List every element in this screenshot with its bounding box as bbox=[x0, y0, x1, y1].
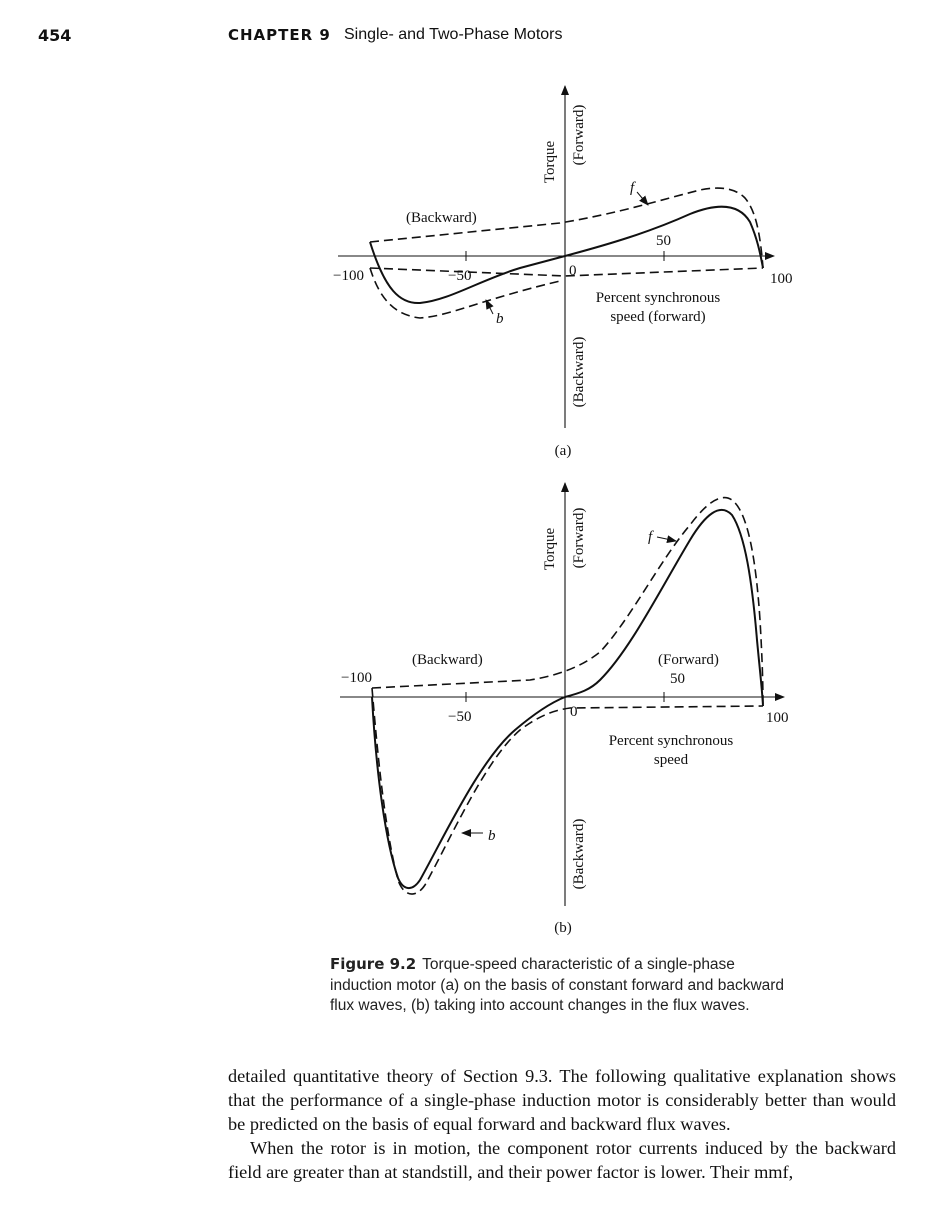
tick-label-neg50: −50 bbox=[448, 709, 472, 725]
paragraph: When the rotor is in motion, the component rotor currents induced by the backward field are greater than at standstill, and their power factor is lower. Their mmf, bbox=[228, 1138, 896, 1182]
curve-f-label: f bbox=[648, 529, 653, 545]
tick-label-neg100: −100 bbox=[333, 268, 364, 284]
panel-label-b: (b) bbox=[554, 920, 572, 936]
figure-caption bbox=[330, 954, 800, 1017]
x-axis-label-line2: speed bbox=[653, 752, 689, 768]
origin-label: 0 bbox=[569, 263, 577, 279]
curve-b-label: b bbox=[488, 828, 496, 844]
x-axis-label-line1: Percent synchronous bbox=[595, 290, 721, 306]
y-axis-backward-label: (Backward) bbox=[571, 818, 587, 890]
tick-label-neg50: −50 bbox=[448, 268, 472, 284]
forward-torque-curve-f bbox=[372, 498, 763, 706]
chapter-title: Single- and Two-Phase Motors bbox=[344, 26, 563, 43]
forward-label: (Forward) bbox=[658, 652, 719, 668]
leader-line bbox=[486, 300, 493, 314]
tick-label-50: 50 bbox=[670, 671, 685, 687]
y-axis-forward-label: (Forward) bbox=[571, 507, 587, 569]
tick-label-50: 50 bbox=[656, 233, 671, 249]
curve-f-label: f bbox=[630, 180, 635, 196]
caption-text: Torque-speed characteristic of a single-phase induction motor (a) on the basis of constant forward and backward flux waves, (b) taking into account changes in the flux waves. bbox=[330, 956, 785, 1014]
y-axis-backward-label: (Backward) bbox=[571, 336, 587, 408]
y-axis-forward-label: (Forward) bbox=[571, 104, 587, 166]
backward-torque-curve-b bbox=[372, 688, 763, 894]
x-axis-label-line2: speed (forward) bbox=[610, 309, 706, 325]
y-axis-label: Torque bbox=[542, 527, 558, 571]
net-torque-curve bbox=[372, 507, 763, 888]
tick-label-neg100: −100 bbox=[341, 670, 372, 686]
y-axis-label: Torque bbox=[542, 140, 558, 184]
figure-panel-b bbox=[340, 483, 789, 936]
x-axis-label-line1: Percent synchronous bbox=[608, 733, 734, 749]
page-number: 454 bbox=[38, 26, 72, 45]
chapter-label: CHAPTER 9 bbox=[228, 26, 331, 44]
origin-label: 0 bbox=[570, 704, 578, 720]
body-text bbox=[228, 1064, 896, 1184]
backward-label: (Backward) bbox=[412, 652, 483, 668]
curve-b-label: b bbox=[496, 311, 504, 327]
tick-label-100: 100 bbox=[770, 271, 793, 287]
leader-line bbox=[637, 192, 648, 205]
backward-label: (Backward) bbox=[406, 210, 477, 226]
backward-torque-curve-b bbox=[370, 268, 763, 276]
caption-label: Figure 9.2 bbox=[330, 955, 417, 973]
leader-line bbox=[657, 537, 676, 541]
figure-panel-a bbox=[333, 86, 793, 459]
panel-label-a: (a) bbox=[554, 443, 572, 459]
paragraph: detailed quantitative theory of Section 9.3. The following qualitative explanation shows that the performance of a single-phase induction motor is considerably better than would be predicted on the basis of equal forward and backward flux waves. bbox=[228, 1066, 896, 1134]
tick-label-100: 100 bbox=[766, 710, 789, 726]
